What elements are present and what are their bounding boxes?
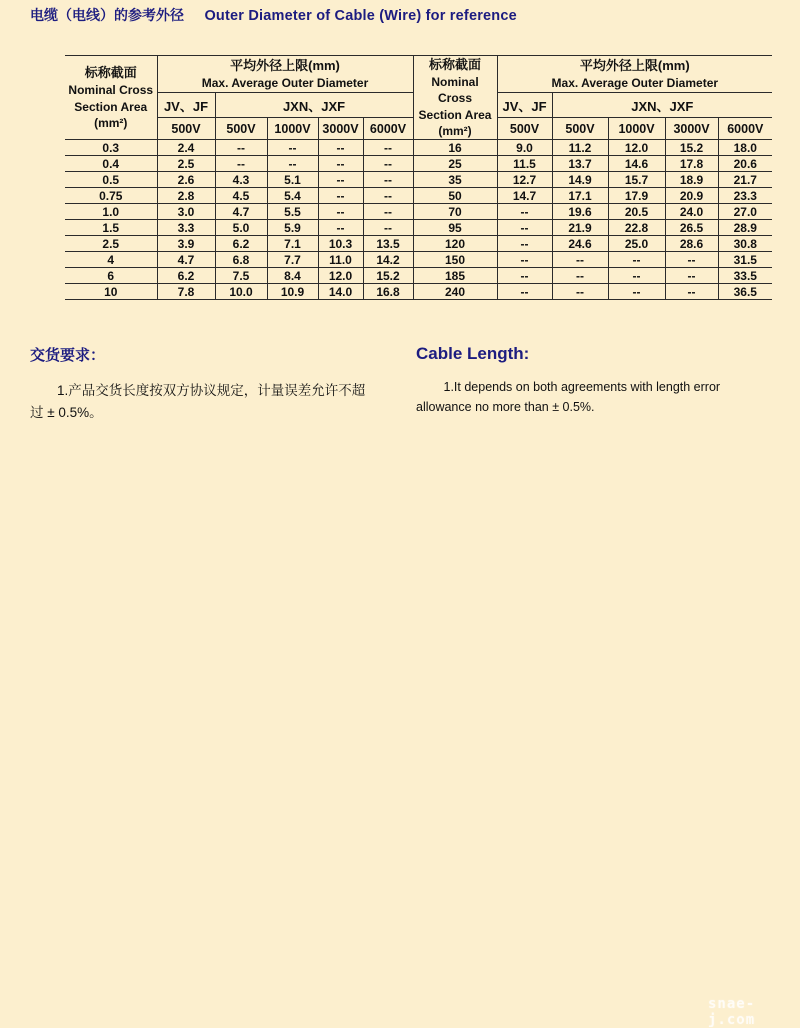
group-jxn-left: JXN、JXF <box>215 93 413 118</box>
cell: 2.5 <box>65 236 157 252</box>
cell: 7.7 <box>267 252 318 268</box>
cable-length-note-en <box>416 344 774 417</box>
cell: 14.6 <box>608 156 665 172</box>
cell: -- <box>497 220 552 236</box>
cell: 21.9 <box>552 220 608 236</box>
cell: 14.7 <box>497 188 552 204</box>
cell: 28.9 <box>718 220 772 236</box>
cell: 4.3 <box>215 172 267 188</box>
cell: 6 <box>65 268 157 284</box>
cell: 70 <box>413 204 497 220</box>
cell: 12.0 <box>608 140 665 156</box>
cell: 7.5 <box>215 268 267 284</box>
cell: 2.6 <box>157 172 215 188</box>
cell: 15.2 <box>665 140 718 156</box>
cell: 10.0 <box>215 284 267 300</box>
cell: -- <box>318 156 363 172</box>
diameter-title-en: Max. Average Outer Diameter <box>201 76 369 90</box>
nominal-label-zh: 标称截面 <box>429 57 482 73</box>
cell: 33.5 <box>718 268 772 284</box>
nominal-label-unit: (mm²) <box>94 115 128 130</box>
cell: -- <box>497 252 552 268</box>
cell: 23.3 <box>718 188 772 204</box>
cell: -- <box>608 284 665 300</box>
nominal-label-en1: Nominal Cross <box>431 75 479 106</box>
voltage-header: 500V <box>552 118 608 140</box>
cell: 27.0 <box>718 204 772 220</box>
voltage-header: 6000V <box>363 118 413 140</box>
cell: 5.4 <box>267 188 318 204</box>
cell: 150 <box>413 252 497 268</box>
cell: 3.0 <box>157 204 215 220</box>
cell: 20.5 <box>608 204 665 220</box>
cell: 7.8 <box>157 284 215 300</box>
cell: 240 <box>413 284 497 300</box>
cell: 1.5 <box>65 220 157 236</box>
cell: 22.8 <box>608 220 665 236</box>
cell: 30.8 <box>718 236 772 252</box>
voltage-header: 500V <box>497 118 552 140</box>
cell: -- <box>608 268 665 284</box>
cell: 8.4 <box>267 268 318 284</box>
cell: -- <box>318 140 363 156</box>
cell: 17.1 <box>552 188 608 204</box>
table-row <box>65 188 772 204</box>
cell: 25.0 <box>608 236 665 252</box>
cell: 21.7 <box>718 172 772 188</box>
table-row <box>65 252 772 268</box>
cell: 0.4 <box>65 156 157 172</box>
outer-diameter-table <box>65 55 772 300</box>
cell: 10.3 <box>318 236 363 252</box>
cell: -- <box>363 140 413 156</box>
cell: -- <box>665 268 718 284</box>
cell: -- <box>497 236 552 252</box>
cell: -- <box>552 252 608 268</box>
cell: 17.8 <box>665 156 718 172</box>
delivery-note-zh-body: 1.产品交货长度按双方协议规定，计量误差允许不超过 ± 0.5%。 <box>30 383 366 420</box>
cell: 18.9 <box>665 172 718 188</box>
cell: 2.5 <box>157 156 215 172</box>
cell: 13.7 <box>552 156 608 172</box>
cell: 4.7 <box>157 252 215 268</box>
table-row <box>65 220 772 236</box>
cell: 3.9 <box>157 236 215 252</box>
cell: 7.1 <box>267 236 318 252</box>
cell: 26.5 <box>665 220 718 236</box>
cable-length-body: 1.It depends on both agreements with length error allowance no more than ± 0.5%. <box>416 380 721 414</box>
cell: 4.5 <box>215 188 267 204</box>
cell: -- <box>665 252 718 268</box>
cell: -- <box>318 172 363 188</box>
cell: 6.2 <box>215 236 267 252</box>
cell: 10.9 <box>267 284 318 300</box>
cell: 11.2 <box>552 140 608 156</box>
voltage-header: 500V <box>215 118 267 140</box>
cell: 4 <box>65 252 157 268</box>
delivery-note-zh <box>30 344 376 423</box>
cell: -- <box>497 268 552 284</box>
cell: 13.5 <box>363 236 413 252</box>
cell: -- <box>318 188 363 204</box>
cell: 5.1 <box>267 172 318 188</box>
table-row <box>65 172 772 188</box>
voltage-header: 3000V <box>318 118 363 140</box>
group-jv-left: JV、JF <box>157 93 215 118</box>
cell: 17.9 <box>608 188 665 204</box>
cell: 14.9 <box>552 172 608 188</box>
table-row <box>65 236 772 252</box>
cell: 18.0 <box>718 140 772 156</box>
cell: 12.7 <box>497 172 552 188</box>
table-row <box>65 156 772 172</box>
cell: 16 <box>413 140 497 156</box>
delivery-note-zh-heading: 交货要求： <box>30 347 106 364</box>
cable-length-heading: Cable Length: <box>416 344 530 363</box>
cell: 15.2 <box>363 268 413 284</box>
voltage-header: 1000V <box>267 118 318 140</box>
cell: 25 <box>413 156 497 172</box>
cell: 20.9 <box>665 188 718 204</box>
cell: 14.2 <box>363 252 413 268</box>
cell: 50 <box>413 188 497 204</box>
cell: 11.0 <box>318 252 363 268</box>
cell: 5.9 <box>267 220 318 236</box>
cell: 9.0 <box>497 140 552 156</box>
cell: 31.5 <box>718 252 772 268</box>
cell: 6.2 <box>157 268 215 284</box>
cell: 5.0 <box>215 220 267 236</box>
cell: -- <box>497 284 552 300</box>
cell: -- <box>267 140 318 156</box>
cell: 14.0 <box>318 284 363 300</box>
cell: -- <box>363 156 413 172</box>
group-jxn-right: JXN、JXF <box>552 93 772 118</box>
cell: -- <box>267 156 318 172</box>
cell: 0.5 <box>65 172 157 188</box>
cell: 4.7 <box>215 204 267 220</box>
cell: -- <box>363 204 413 220</box>
cell: 15.7 <box>608 172 665 188</box>
page-title-en: Outer Diameter of Cable (Wire) for reference <box>204 8 517 24</box>
cell: 24.0 <box>665 204 718 220</box>
cell: -- <box>215 156 267 172</box>
cell: 185 <box>413 268 497 284</box>
voltage-header: 500V <box>157 118 215 140</box>
cell: 28.6 <box>665 236 718 252</box>
cell: 36.5 <box>718 284 772 300</box>
diameter-title-zh: 平均外径上限(mm) <box>230 57 340 73</box>
cell: -- <box>665 284 718 300</box>
group-jv-right: JV、JF <box>497 93 552 118</box>
cell: -- <box>552 268 608 284</box>
cell: 19.6 <box>552 204 608 220</box>
cell: -- <box>552 284 608 300</box>
diameter-header-left <box>157 56 413 93</box>
cell: -- <box>363 188 413 204</box>
voltage-header: 6000V <box>718 118 772 140</box>
cell: 10 <box>65 284 157 300</box>
diameter-header-right <box>497 56 772 93</box>
nominal-label-unit: (mm²) <box>438 123 472 138</box>
watermark: snae-j.com <box>708 996 756 1028</box>
nominal-header-left <box>65 56 157 140</box>
cell: 1.0 <box>65 204 157 220</box>
cell: -- <box>318 220 363 236</box>
cell: 0.75 <box>65 188 157 204</box>
nominal-header-right <box>413 56 497 140</box>
cell: -- <box>215 140 267 156</box>
cell: 2.4 <box>157 140 215 156</box>
cell: -- <box>497 204 552 220</box>
voltage-header: 3000V <box>665 118 718 140</box>
cell: -- <box>363 172 413 188</box>
cell: -- <box>318 204 363 220</box>
nominal-label-en1: Nominal Cross <box>68 83 154 98</box>
cell: 0.3 <box>65 140 157 156</box>
cell: 5.5 <box>267 204 318 220</box>
table-row <box>65 204 772 220</box>
nominal-label-en2: Section Area <box>418 107 492 122</box>
cell: 20.6 <box>718 156 772 172</box>
cell: 24.6 <box>552 236 608 252</box>
diameter-title-en: Max. Average Outer Diameter <box>551 76 719 90</box>
page-title-zh: 电缆（电线）的参考外径 <box>30 7 184 23</box>
diameter-title-zh: 平均外径上限(mm) <box>579 57 690 73</box>
cell: 120 <box>413 236 497 252</box>
nominal-label-en2: Section Area <box>74 99 148 114</box>
cell: -- <box>363 220 413 236</box>
cell: 3.3 <box>157 220 215 236</box>
page-title <box>30 5 517 25</box>
table-row <box>65 268 772 284</box>
cell: 12.0 <box>318 268 363 284</box>
voltage-header: 1000V <box>608 118 665 140</box>
cell: 6.8 <box>215 252 267 268</box>
table-body <box>65 140 772 300</box>
table-row <box>65 140 772 156</box>
table-row <box>65 284 772 300</box>
cell: -- <box>608 252 665 268</box>
cell: 35 <box>413 172 497 188</box>
cell: 16.8 <box>363 284 413 300</box>
cell: 11.5 <box>497 156 552 172</box>
cell: 95 <box>413 220 497 236</box>
cell: 2.8 <box>157 188 215 204</box>
nominal-label-zh: 标称截面 <box>84 65 137 81</box>
